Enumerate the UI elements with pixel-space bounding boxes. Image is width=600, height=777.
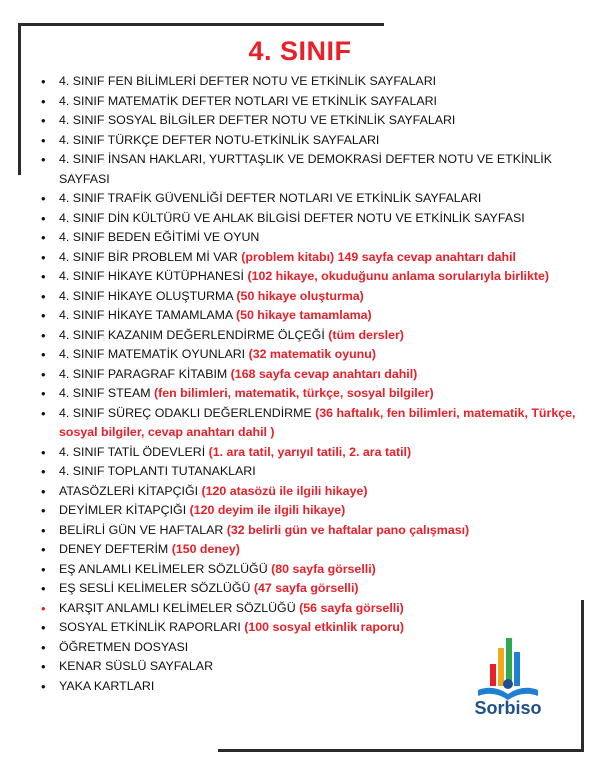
item-note: (120 atasözü ile ilgili hikaye) — [201, 483, 368, 498]
frame-top-left-horizontal — [18, 23, 384, 26]
list-item — [38, 540, 578, 560]
item-note: (100 sosyal etkinlik raporu) — [244, 620, 404, 634]
item-text: DEYİMLER KİTAPÇIĞI — [59, 503, 190, 517]
item-note: (56 sayfa görselli) — [299, 600, 404, 615]
item-text: 4. SINIF PARAGRAF KİTABIM — [59, 366, 231, 381]
list-item — [38, 306, 578, 326]
item-text: KENAR SÜSLÜ SAYFALAR — [59, 659, 214, 673]
item-note: (47 sayfa görselli) — [253, 581, 359, 595]
list-item — [38, 326, 578, 346]
item-text: 4. SINIF HİKAYE KÜTÜPHANESİ — [59, 269, 248, 283]
item-text: 4. SINIF MATEMATİK DEFTER NOTLARI VE ETKİNLİK SAYFALARI — [59, 93, 437, 108]
item-note: (168 sayfa cevap anahtarı dahil) — [230, 366, 418, 381]
item-text: 4. SINIF KAZANIM DEĞERLENDİRME ÖLÇEĞİ — [59, 327, 329, 342]
item-note: (fen bilimleri, matematik, türkçe, sosyal bilgiler) — [154, 386, 434, 400]
item-note: (50 hikaye tamamlama) — [235, 308, 372, 322]
list-item — [38, 501, 578, 521]
list-item — [38, 521, 578, 541]
item-text: 4. SINIF TÜRKÇE DEFTER NOTU-ETKİNLİK SAYFALARI — [59, 132, 380, 147]
list-item — [38, 92, 578, 112]
list-item — [38, 228, 578, 248]
list-item — [38, 111, 578, 131]
list-item — [38, 560, 578, 580]
list-item — [38, 131, 578, 151]
item-text: 4. SINIF DİN KÜLTÜRÜ VE AHLAK BİLGİSİ DEFTER NOTU VE ETKİNLİK SAYFASI — [59, 210, 525, 225]
list-item — [38, 248, 578, 268]
list-item — [38, 384, 578, 404]
item-note: (50 hikaye oluşturma) — [236, 288, 364, 303]
item-note: (36 haftalık, fen bilimleri, matematik, Türkçe, sosyal bilgiler, cevap anahtarı dahil ) — [59, 405, 576, 439]
item-text: DENEY DEFTERİM — [59, 542, 172, 556]
list-item — [38, 287, 578, 307]
item-text: EŞ ANLAMLI KELİMELER SÖZLÜĞÜ — [59, 561, 272, 576]
product-list — [38, 72, 578, 696]
item-note: (problem kitabı) 149 sayfa cevap anahtarı dahil — [241, 249, 516, 264]
item-note: (1. ara tatil, yarıyıl tatili, 2. ara tatil) — [208, 444, 412, 459]
list-item — [38, 267, 578, 287]
list-item — [38, 209, 578, 229]
page-title: 4. SINIF — [248, 36, 352, 66]
list-item — [38, 345, 578, 365]
list-item — [38, 579, 578, 599]
item-text: EŞ SESLİ KELİMELER SÖZLÜĞÜ — [59, 581, 254, 595]
item-note: (32 belirli gün ve haftalar pano çalışması) — [226, 522, 470, 537]
item-note: (120 deyim ile ilgili hikaye) — [189, 503, 346, 517]
frame-bottom-right-horizontal — [218, 749, 584, 752]
item-note: (32 matematik oyunu) — [248, 347, 376, 361]
list-item — [38, 189, 578, 209]
item-note: (80 sayfa görselli) — [271, 561, 376, 576]
item-note: (102 hikaye, okuduğunu anlama sorularıyla birlikte) — [247, 269, 550, 283]
item-text: 4. SINIF FEN BİLİMLERİ DEFTER NOTU VE ETKİNLİK SAYFALARI — [59, 74, 437, 88]
item-text: 4. SINIF BİR PROBLEM Mİ VAR — [59, 249, 242, 264]
item-text: 4. SINIF STEAM — [59, 386, 155, 400]
item-text: 4. SINIF MATEMATİK OYUNLARI — [59, 347, 249, 361]
frame-bottom-right-vertical — [581, 600, 584, 752]
list-item — [38, 482, 578, 502]
item-text: BELİRLİ GÜN VE HAFTALAR — [59, 522, 227, 537]
item-text: 4. SINIF TOPLANTI TUTANAKLARI — [59, 464, 256, 478]
item-text: KARŞIT ANLAMLI KELİMELER SÖZLÜĞÜ — [59, 600, 300, 615]
list-item — [38, 72, 578, 92]
item-text: 4. SINIF TRAFİK GÜVENLİĞİ DEFTER NOTLARI VE ETKİNLİK SAYFALARI — [59, 191, 482, 205]
item-text: SOSYAL ETKİNLİK RAPORLARI — [59, 620, 245, 634]
list-item — [38, 365, 578, 385]
list-item — [38, 443, 578, 463]
item-text: 4. SINIF BEDEN EĞİTİMİ VE OYUN — [59, 230, 260, 244]
item-text: 4. SINIF İNSAN HAKLARI, YURTTAŞLIK VE DEMOKRASİ DEFTER NOTU VE ETKİNLİK SAYFASI — [59, 152, 552, 186]
logo-wordmark: Sorbiso — [474, 698, 542, 718]
item-note: (tüm dersler) — [328, 327, 404, 342]
item-text: 4. SINIF SOSYAL BİLGİLER DEFTER NOTU VE ETKİNLİK SAYFALARI — [59, 113, 456, 127]
item-text: YAKA KARTLARI — [59, 678, 155, 693]
list-item — [38, 599, 578, 619]
list-item — [38, 150, 578, 189]
list-item — [38, 462, 578, 482]
item-text: 4. SINIF TATİL ÖDEVLERİ — [59, 444, 209, 459]
item-note: (150 deney) — [171, 542, 240, 556]
item-text: ATASÖZLERİ KİTAPÇIĞI — [59, 483, 202, 498]
item-text: 4. SINIF HİKAYE OLUŞTURMA — [59, 288, 237, 303]
item-text: 4. SINIF SÜREÇ ODAKLI DEĞERLENDİRME — [59, 405, 316, 420]
item-text: ÖĞRETMEN DOSYASI — [59, 639, 189, 654]
item-text: 4. SINIF HİKAYE TAMAMLAMA — [59, 308, 236, 322]
list-item — [38, 404, 578, 443]
